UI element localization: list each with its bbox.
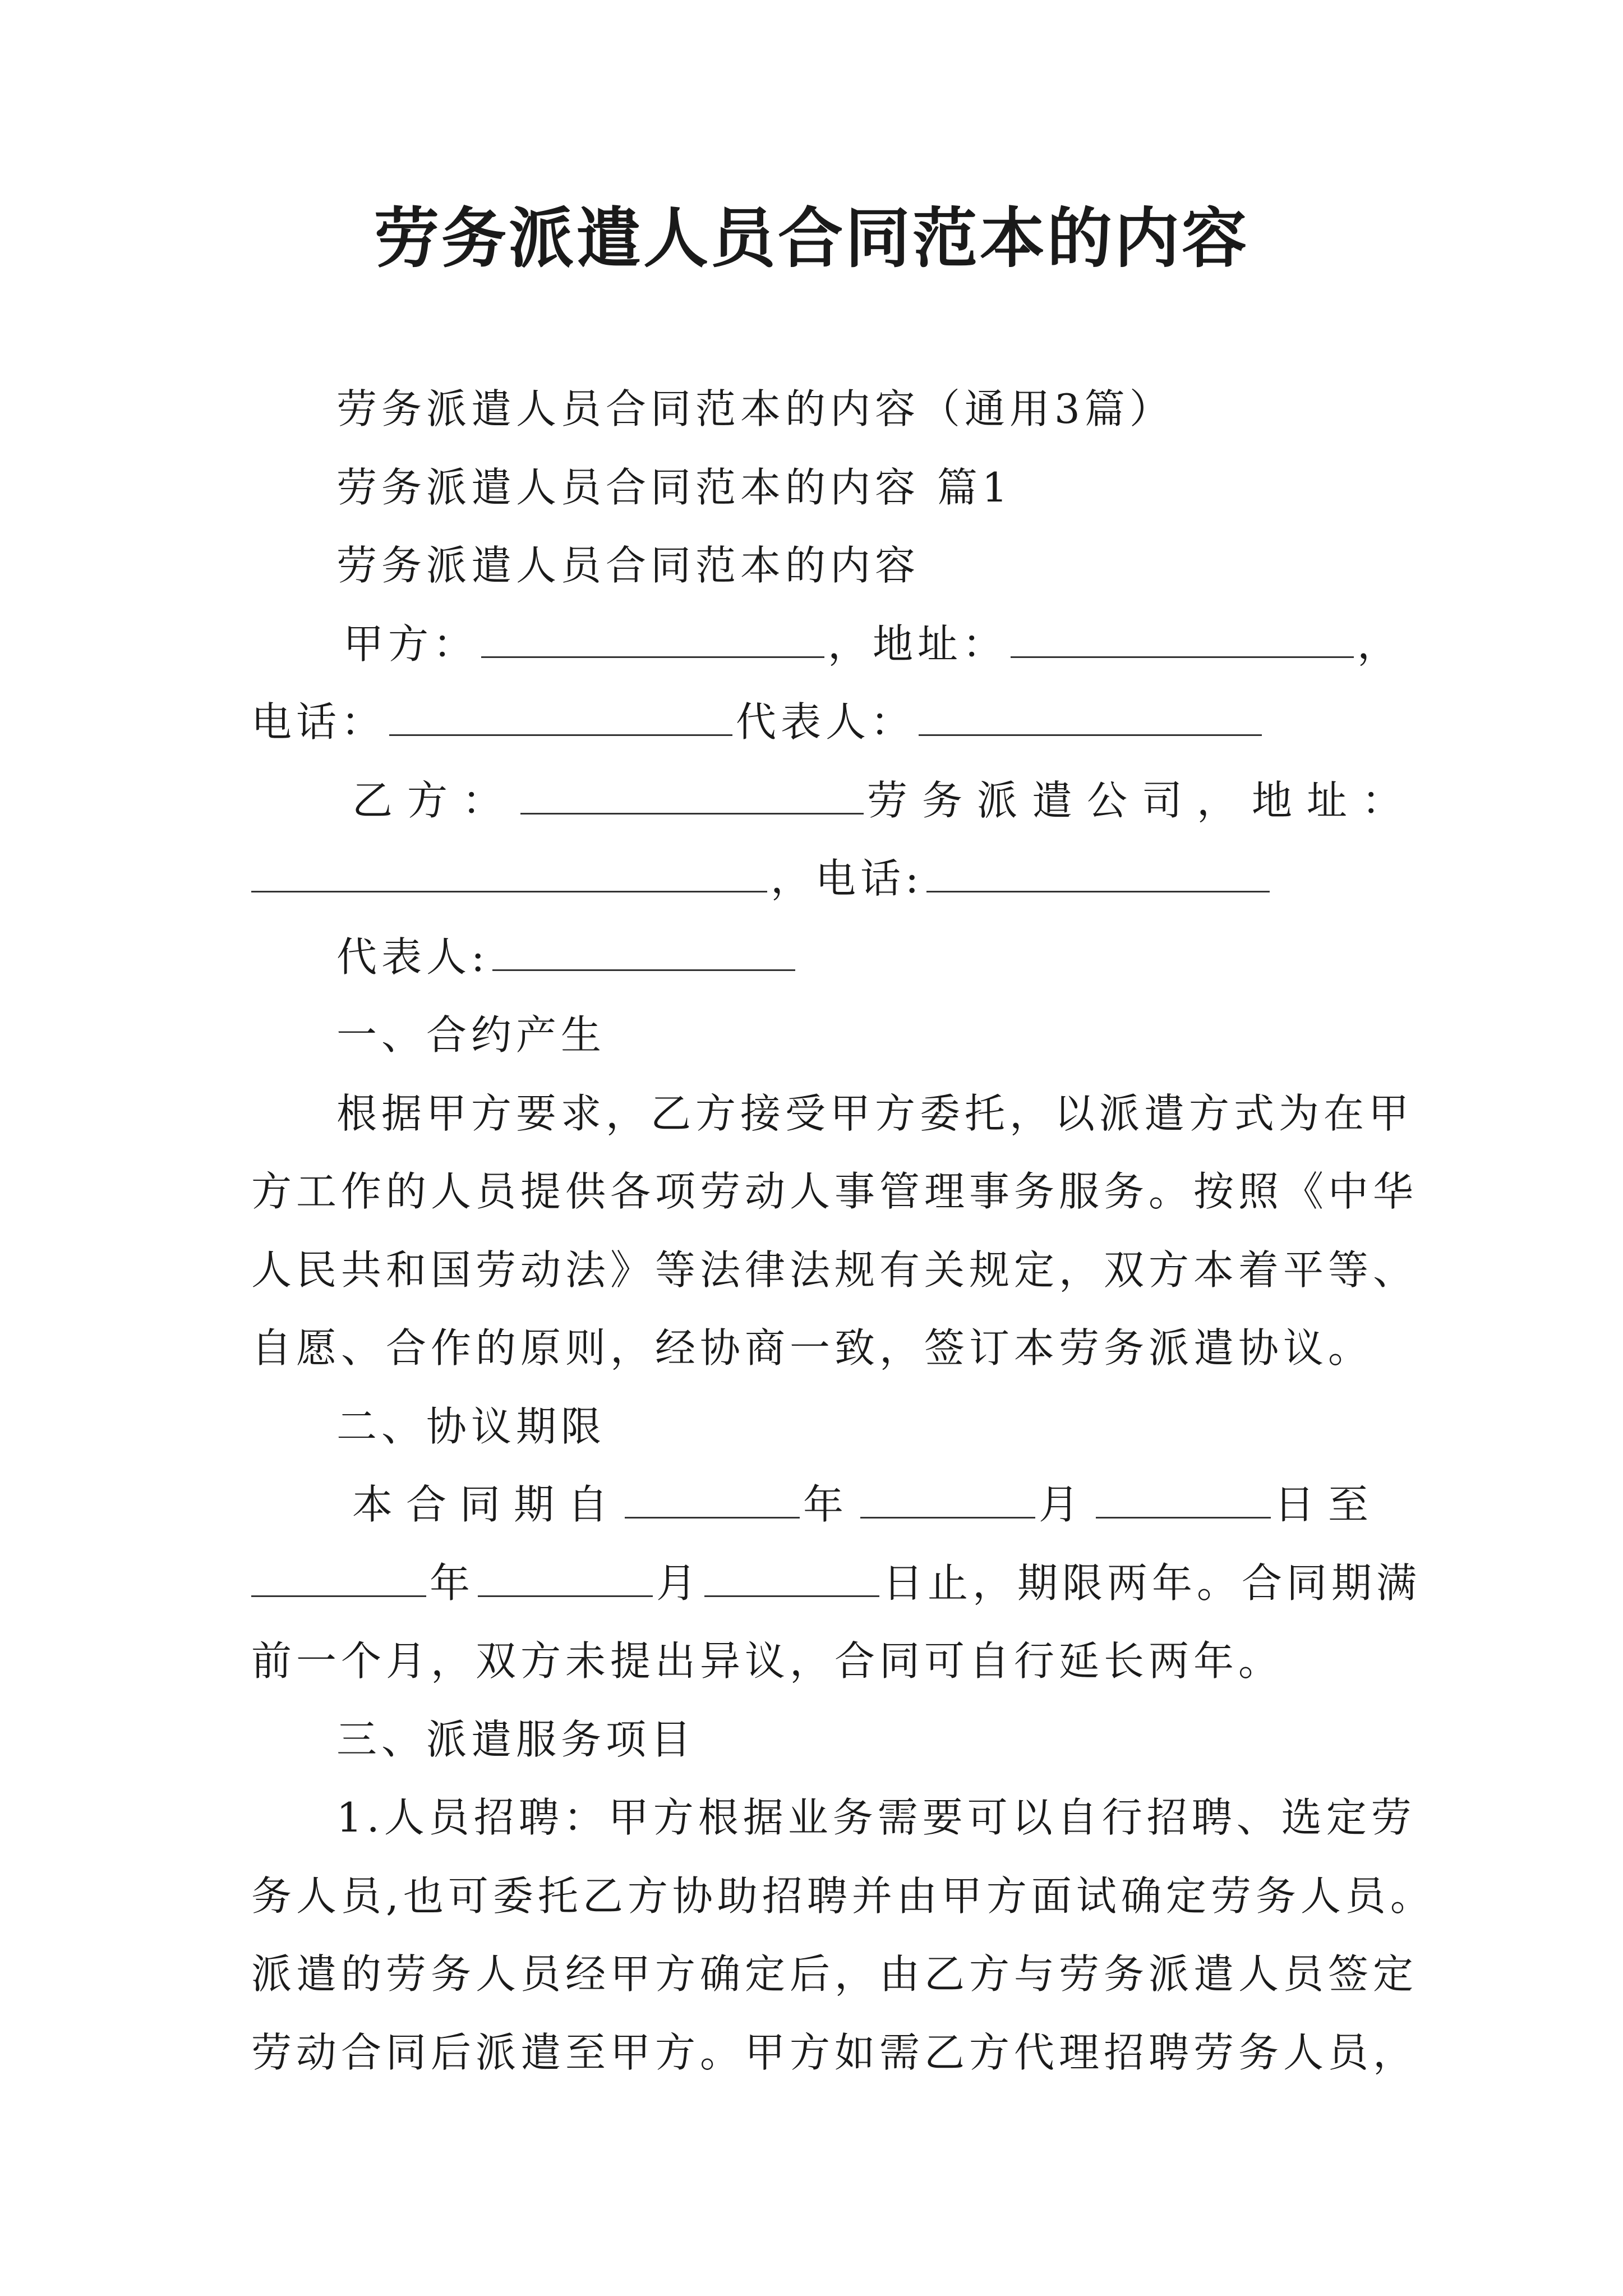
term-end-line	[251, 1544, 1422, 1623]
section-1-heading: 一、合约产生	[336, 1011, 606, 1059]
party-b-address-line	[251, 840, 1395, 918]
section-1-paragraph-line: 根据甲方要求，乙方接受甲方委托，以派遣方式为在甲	[336, 1089, 1414, 1137]
party-a-contact-line	[251, 683, 1395, 762]
section-3-paragraph-line: 劳动合同后派遣至甲方。甲方如需乙方代理招聘劳务人员，	[251, 2028, 1418, 2076]
party-b-line	[251, 762, 1417, 840]
term-end-text: 日止，期限两年。合同期满	[883, 1559, 1422, 1607]
document-body	[251, 370, 1435, 2092]
section-3-paragraph-line: 务人员,也可委托乙方协助招聘并由甲方面试确定劳务人员。	[251, 1872, 1435, 1920]
section-1-paragraph-line: 方工作的人员提供各项劳动人事管理事务服务。按照《中华	[251, 1168, 1418, 1215]
end-day-blank	[704, 1555, 879, 1597]
party-b-name-blank	[520, 772, 864, 815]
term-start-text: 本合同期自	[352, 1481, 622, 1528]
month-label-2: 月	[656, 1559, 702, 1607]
party-a-name-blank	[481, 616, 824, 658]
end-month-blank	[478, 1555, 653, 1597]
phone-label: 电话：	[251, 698, 386, 746]
section-title-line: 劳务派遣人员合同范本的内容 篇1	[336, 463, 1012, 511]
start-year-blank	[625, 1476, 800, 1519]
term-start-line	[251, 1466, 1395, 1544]
month-label: 月	[1039, 1481, 1093, 1528]
end-year-blank	[251, 1555, 426, 1597]
section-3-heading: 三、派遣服务项目	[336, 1715, 696, 1763]
trailing-comma: ，	[1357, 620, 1403, 668]
section-3-paragraph-line: 1.人员招聘：甲方根据业务需要可以自行招聘、选定劳	[336, 1794, 1416, 1841]
party-b-label: 乙方：	[352, 776, 518, 824]
party-b-representative-line	[251, 918, 1395, 997]
party-b-representative-blank	[492, 929, 795, 971]
start-month-blank	[860, 1476, 1035, 1519]
section-2-paragraph-line: 前一个月，双方未提出异议，合同可自行延长两年。	[251, 1637, 1284, 1685]
address-label: ，地址：	[828, 620, 1008, 668]
start-day-blank	[1096, 1476, 1271, 1519]
section-3-paragraph-line: 派遣的劳务人员经甲方确定后，由乙方与劳务派遣人员签定	[251, 1950, 1418, 1998]
section-1-paragraph-line: 人民共和国劳动法》等法律法规有关规定，双方本着平等、	[251, 1246, 1418, 1294]
day-to-label: 日至	[1274, 1481, 1382, 1528]
party-a-phone-blank	[389, 694, 732, 736]
party-b-phone-blank	[926, 850, 1270, 892]
document-title: 劳务派遣人员合同范本的内容	[374, 200, 1249, 277]
representative-label-b: 代表人:	[336, 933, 490, 981]
contract-name-line: 劳务派遣人员合同范本的内容	[336, 542, 920, 589]
representative-label: 代表人：	[736, 698, 916, 746]
section-1-paragraph-line: 自愿、合作的原则，经协商一致，签订本劳务派遣协议。	[251, 1324, 1373, 1372]
phone-label-b: ，电话:	[771, 855, 924, 902]
year-label-2: 年	[430, 1559, 475, 1607]
party-b-company-text: 劳务派遣公司，地址：	[867, 776, 1417, 824]
party-a-representative-blank	[919, 694, 1262, 736]
party-a-line	[251, 605, 1403, 684]
year-label: 年	[803, 1481, 857, 1528]
party-a-label: 甲方：	[343, 620, 478, 668]
party-a-address-blank	[1011, 616, 1354, 658]
section-2-heading: 二、协议期限	[336, 1402, 606, 1450]
subtitle-line: 劳务派遣人员合同范本的内容（通用3篇）	[336, 385, 1174, 432]
party-b-address-blank	[251, 850, 767, 892]
